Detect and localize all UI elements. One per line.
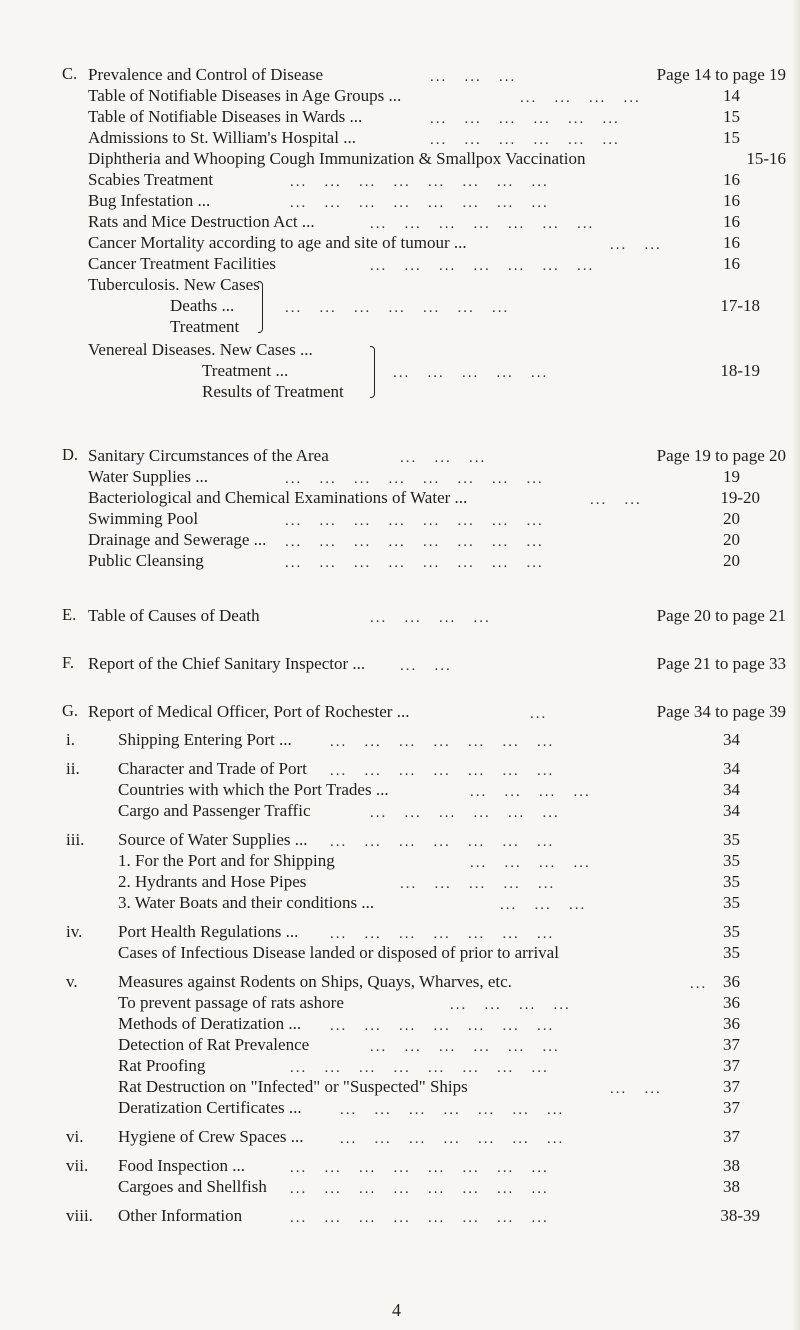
subsection-numeral: viii. bbox=[66, 1206, 93, 1225]
leader-dots: ... ... ... ... ... ... ... bbox=[340, 1102, 565, 1118]
leader-dots: ... ... ... ... ... ... bbox=[370, 805, 560, 821]
toc-page: 17-18 bbox=[720, 296, 760, 315]
toc-page: 16 bbox=[723, 191, 740, 210]
toc-page: 38 bbox=[723, 1156, 740, 1175]
toc-entry: Bug Infestation ... bbox=[88, 191, 211, 210]
leader-dots: ... ... ... ... bbox=[470, 784, 591, 800]
toc-entry: Report of the Chief Sanitary Inspector ... bbox=[88, 654, 366, 673]
toc-entry: 2. Hydrants and Hose Pipes bbox=[118, 872, 307, 891]
toc-page: 16 bbox=[723, 170, 740, 189]
leader-dots: ... ... bbox=[610, 1081, 662, 1097]
toc-page: 34 bbox=[723, 730, 740, 749]
leader-dots: ... ... bbox=[590, 492, 642, 508]
toc-page: 35 bbox=[723, 922, 740, 941]
toc-entry: Countries with which the Port Trades ... bbox=[118, 780, 389, 799]
leader-dots: ... ... ... ... ... ... ... ... bbox=[290, 1210, 549, 1226]
section-letter-e: E. bbox=[62, 605, 77, 624]
leader-dots: ... ... ... ... ... ... ... bbox=[330, 926, 555, 942]
subsection-numeral: i. bbox=[66, 730, 75, 749]
toc-page: 35 bbox=[723, 893, 740, 912]
toc-page: 37 bbox=[723, 1077, 740, 1096]
toc-page: 35 bbox=[723, 943, 740, 962]
toc-entry: Methods of Deratization ... bbox=[118, 1014, 302, 1033]
leader-dots: ... ... ... ... ... ... ... ... bbox=[290, 1060, 549, 1076]
toc-page: 15 bbox=[723, 128, 740, 147]
toc-page-range: Page 20 to page 21 bbox=[656, 606, 786, 625]
toc-page: 18-19 bbox=[720, 361, 760, 380]
toc-page: 35 bbox=[723, 872, 740, 891]
toc-page: 37 bbox=[723, 1056, 740, 1075]
toc-entry: 1. For the Port and for Shipping bbox=[118, 851, 335, 870]
leader-dots: ... bbox=[530, 706, 548, 722]
toc-entry: Food Inspection ... bbox=[118, 1156, 246, 1175]
toc-page: 15 bbox=[723, 107, 740, 126]
toc-page-range: Page 19 to page 20 bbox=[656, 446, 786, 465]
leader-dots: ... ... ... ... ... ... ... bbox=[330, 834, 555, 850]
toc-group-line: Tuberculosis. New Cases bbox=[88, 275, 260, 294]
toc-entry: Cancer Mortality according to age and site of tumour ... bbox=[88, 233, 467, 252]
toc-page: 15-16 bbox=[746, 149, 786, 168]
toc-entry: Deratization Certificates ... bbox=[118, 1098, 302, 1117]
toc-entry: Cargoes and Shellfish bbox=[118, 1177, 267, 1196]
page-edge-shadow bbox=[792, 0, 800, 1330]
leader-dots: ... ... ... ... ... bbox=[393, 365, 549, 381]
toc-entry: Rat Proofing bbox=[118, 1056, 206, 1075]
brace-bracket bbox=[370, 346, 375, 398]
toc-entry: Sanitary Circumstances of the Area bbox=[88, 446, 329, 465]
subsection-numeral: vi. bbox=[66, 1127, 84, 1146]
leader-dots: ... ... ... ... bbox=[450, 997, 571, 1013]
leader-dots: ... ... ... ... ... ... ... bbox=[330, 734, 555, 750]
toc-entry: Prevalence and Control of Disease bbox=[88, 65, 324, 84]
toc-entry: Swimming Pool bbox=[88, 509, 199, 528]
toc-group-line: Treatment bbox=[170, 317, 240, 336]
toc-entry: Measures against Rodents on Ships, Quays, Wharves, etc. bbox=[118, 972, 512, 991]
leader-dots: ... ... ... ... ... ... ... bbox=[330, 763, 555, 779]
subsection-numeral: iv. bbox=[66, 922, 83, 941]
toc-page: 34 bbox=[723, 780, 740, 799]
page-number: 4 bbox=[392, 1300, 401, 1320]
leader-dots: ... ... ... ... ... ... bbox=[430, 111, 620, 127]
toc-page: 37 bbox=[723, 1035, 740, 1054]
toc-entry: Bacteriological and Chemical Examinations of Water ... bbox=[88, 488, 468, 507]
toc-entry: Scabies Treatment bbox=[88, 170, 214, 189]
leader-dots: ... ... ... ... ... ... ... ... bbox=[290, 174, 549, 190]
toc-entry: Cargo and Passenger Traffic bbox=[118, 801, 311, 820]
toc-entry: Water Supplies ... bbox=[88, 467, 208, 486]
toc-page: 34 bbox=[723, 801, 740, 820]
section-letter-g: G. bbox=[62, 701, 79, 720]
toc-page: 16 bbox=[723, 254, 740, 273]
toc-page: 37 bbox=[723, 1098, 740, 1117]
leader-dots: ... ... ... ... bbox=[520, 90, 641, 106]
toc-entry: Drainage and Sewerage ... bbox=[88, 530, 267, 549]
toc-entry: Report of Medical Officer, Port of Rochester ... bbox=[88, 702, 410, 721]
subsection-numeral: v. bbox=[66, 972, 78, 991]
toc-group-line: Deaths ... bbox=[170, 296, 235, 315]
toc-page: 36 bbox=[723, 1014, 740, 1033]
toc-page: 20 bbox=[723, 530, 740, 549]
leader-dots: ... ... ... ... bbox=[470, 855, 591, 871]
leader-dots: ... ... bbox=[400, 658, 452, 674]
section-letter-c: C. bbox=[62, 64, 78, 83]
leader-dots: ... ... ... ... ... ... ... ... bbox=[290, 195, 549, 211]
toc-page: 19-20 bbox=[720, 488, 760, 507]
toc-page-range: Page 14 to page 19 bbox=[656, 65, 786, 84]
toc-page: 37 bbox=[723, 1127, 740, 1146]
leader-dots: ... ... ... ... ... ... bbox=[430, 132, 620, 148]
toc-entry: To prevent passage of rats ashore bbox=[118, 993, 344, 1012]
toc-entry: Shipping Entering Port ... bbox=[118, 730, 292, 749]
toc-page: 34 bbox=[723, 759, 740, 778]
toc-page-range: Page 21 to page 33 bbox=[656, 654, 786, 673]
leader-dots: ... ... ... ... ... ... ... ... bbox=[285, 471, 544, 487]
toc-entry: Public Cleansing bbox=[88, 551, 204, 570]
toc-entry: Port Health Regulations ... bbox=[118, 922, 299, 941]
toc-entry: Character and Trade of Port bbox=[118, 759, 307, 778]
toc-page: 35 bbox=[723, 851, 740, 870]
toc-entry: 3. Water Boats and their conditions ... bbox=[118, 893, 375, 912]
toc-page: 16 bbox=[723, 233, 740, 252]
leader-dots: ... ... ... ... ... ... ... ... bbox=[285, 534, 544, 550]
toc-page: 16 bbox=[723, 212, 740, 231]
toc-page: 38-39 bbox=[720, 1206, 760, 1225]
toc-entry: Source of Water Supplies ... bbox=[118, 830, 308, 849]
toc-entry: Hygiene of Crew Spaces ... bbox=[118, 1127, 304, 1146]
leader-dots: ... ... ... ... ... ... ... ... bbox=[285, 555, 544, 571]
toc-group-line: Venereal Diseases. New Cases ... bbox=[88, 340, 313, 359]
leader-dots: ... ... ... ... ... ... ... ... bbox=[290, 1160, 549, 1176]
toc-entry: Table of Notifiable Diseases in Age Groups ... bbox=[88, 86, 402, 105]
toc-entry: Cases of Infectious Disease landed or disposed of prior to arrival bbox=[118, 943, 559, 962]
toc-entry: Admissions to St. William's Hospital ... bbox=[88, 128, 356, 147]
subsection-numeral: vii. bbox=[66, 1156, 89, 1175]
toc-page: 35 bbox=[723, 830, 740, 849]
toc-page: 20 bbox=[723, 509, 740, 528]
toc-entry: Table of Notifiable Diseases in Wards ... bbox=[88, 107, 363, 126]
leader-dots: ... ... ... ... ... ... ... bbox=[370, 216, 595, 232]
leader-dots: ... ... ... ... ... ... ... bbox=[285, 300, 510, 316]
brace-bracket bbox=[258, 281, 263, 333]
leader-dots: ... ... bbox=[610, 237, 662, 253]
subsection-numeral: ii. bbox=[66, 759, 80, 778]
leader-dots: ... ... ... bbox=[430, 69, 517, 85]
toc-page: 38 bbox=[723, 1177, 740, 1196]
toc-page: 19 bbox=[723, 467, 740, 486]
toc-entry: Cancer Treatment Facilities bbox=[88, 254, 276, 273]
leader-dots: ... bbox=[690, 976, 708, 992]
toc-entry: Other Information bbox=[118, 1206, 243, 1225]
leader-dots: ... ... ... ... ... bbox=[400, 876, 556, 892]
leader-dots: ... ... ... ... ... ... ... bbox=[370, 258, 595, 274]
leader-dots: ... ... ... bbox=[500, 897, 587, 913]
toc-entry: Rat Destruction on "Infected" or "Suspected" Ships bbox=[118, 1077, 468, 1096]
toc-page: 36 bbox=[723, 972, 740, 991]
section-letter-f: F. bbox=[62, 653, 74, 672]
leader-dots: ... ... ... ... bbox=[370, 610, 491, 626]
leader-dots: ... ... ... ... ... ... ... ... bbox=[285, 513, 544, 529]
toc-group-line: Results of Treatment bbox=[202, 382, 344, 401]
leader-dots: ... ... ... ... ... ... bbox=[370, 1039, 560, 1055]
toc-page: 36 bbox=[723, 993, 740, 1012]
leader-dots: ... ... ... ... ... ... ... bbox=[330, 1018, 555, 1034]
section-letter-d: D. bbox=[62, 445, 79, 464]
toc-entry: Table of Causes of Death bbox=[88, 606, 260, 625]
toc-group-line: Treatment ... bbox=[202, 361, 289, 380]
leader-dots: ... ... ... ... ... ... ... bbox=[340, 1131, 565, 1147]
toc-entry: Rats and Mice Destruction Act ... bbox=[88, 212, 315, 231]
subsection-numeral: iii. bbox=[66, 830, 85, 849]
toc-page: 20 bbox=[723, 551, 740, 570]
leader-dots: ... ... ... bbox=[400, 450, 487, 466]
toc-page: 14 bbox=[723, 86, 740, 105]
leader-dots: ... ... ... ... ... ... ... ... bbox=[290, 1181, 549, 1197]
toc-page-range: Page 34 to page 39 bbox=[656, 702, 786, 721]
toc-entry: Detection of Rat Prevalence bbox=[118, 1035, 310, 1054]
toc-entry: Diphtheria and Whooping Cough Immunization & Smallpox Vaccination bbox=[88, 149, 586, 168]
